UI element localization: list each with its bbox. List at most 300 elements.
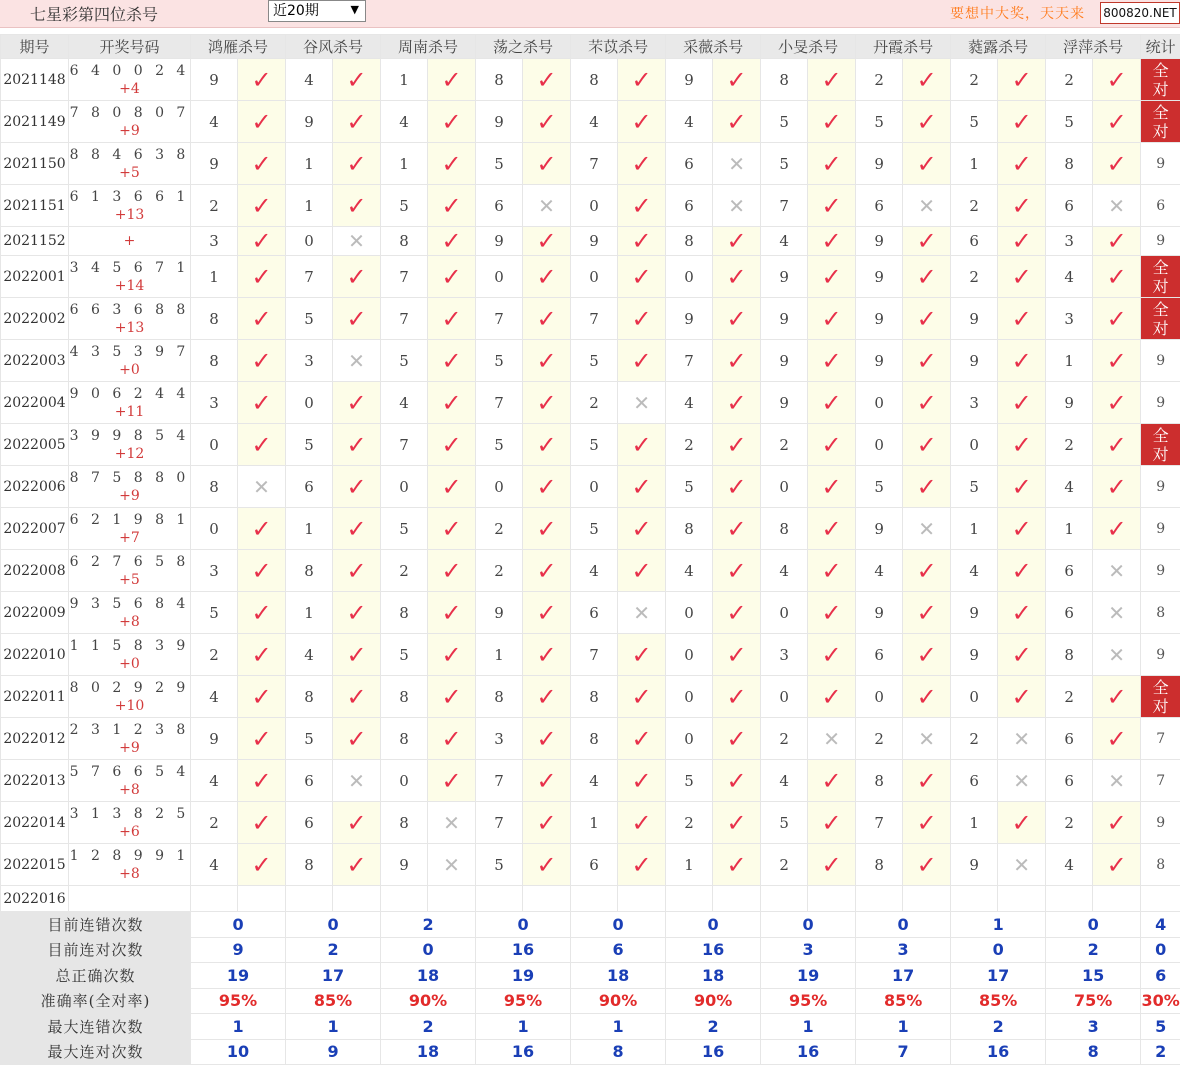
check-icon: ✓ — [917, 683, 937, 711]
result-cell — [238, 340, 286, 382]
kill-number-cell: 2 — [951, 718, 998, 760]
check-icon: ✓ — [727, 767, 747, 795]
check-icon: ✓ — [727, 683, 747, 711]
summary-value: 19 — [476, 963, 571, 989]
result-cell — [1093, 676, 1141, 718]
result-cell — [1093, 101, 1141, 143]
summary-row — [1, 937, 1180, 963]
caret-down-icon: ▼ — [351, 0, 359, 20]
stat-cell: 全对 — [1141, 256, 1180, 298]
check-icon: ✓ — [537, 66, 557, 94]
kill-number-cell: 4 — [571, 760, 618, 802]
result-cell — [333, 802, 381, 844]
period-cell: 2021152 — [1, 227, 69, 256]
result-cell — [428, 340, 476, 382]
kill-number-cell: 4 — [191, 101, 238, 143]
table-row — [1, 227, 1180, 256]
kill-number-cell: 2 — [381, 550, 428, 592]
result-cell — [1093, 59, 1141, 101]
kill-number-cell: 0 — [666, 592, 713, 634]
check-icon: ✓ — [346, 725, 366, 753]
check-icon: ✓ — [822, 431, 842, 459]
check-icon: ✓ — [251, 192, 271, 220]
kill-number-cell: 6 — [286, 802, 333, 844]
draw-cell — [69, 676, 191, 718]
summary-value: 2 — [381, 1014, 476, 1040]
kill-number-cell: 2 — [191, 802, 238, 844]
summary-value: 2 — [951, 1014, 1046, 1040]
kill-number-cell: 6 — [666, 143, 713, 185]
kill-number-cell: 4 — [381, 382, 428, 424]
check-icon: ✓ — [727, 108, 747, 136]
check-icon: ✓ — [917, 263, 937, 291]
kill-number-cell: 6 — [1046, 718, 1093, 760]
result-cell — [998, 382, 1046, 424]
summary-value: 17 — [951, 963, 1046, 989]
period-cell: 2021150 — [1, 143, 69, 185]
result-cell — [998, 256, 1046, 298]
summary-value: 0 — [191, 912, 286, 938]
kill-number-cell: 6 — [571, 844, 618, 886]
check-icon: ✓ — [1012, 389, 1032, 417]
period-cell: 2022014 — [1, 802, 69, 844]
kill-number-cell: 6 — [856, 634, 903, 676]
result-cell — [618, 466, 666, 508]
check-icon: ✓ — [346, 389, 366, 417]
summary-value: 1 — [286, 1014, 381, 1040]
check-icon: ✓ — [251, 347, 271, 375]
kill-number-cell: 9 — [951, 298, 998, 340]
draw-bonus: +4 — [69, 80, 190, 98]
summary-value: 2 — [286, 937, 381, 963]
cross-icon: ✕ — [1108, 601, 1125, 625]
draw-bonus: +10 — [69, 697, 190, 715]
result-cell — [618, 718, 666, 760]
result-cell — [713, 340, 761, 382]
check-icon: ✓ — [251, 150, 271, 178]
draw-cell — [69, 844, 191, 886]
result-cell — [713, 143, 761, 185]
summary-value: 1 — [191, 1014, 286, 1040]
current-kill-number: 6 — [286, 886, 333, 912]
check-icon: ✓ — [346, 557, 366, 585]
result-cell — [903, 844, 951, 886]
result-cell — [998, 466, 1046, 508]
stat-cell: 8 — [1141, 592, 1180, 634]
current-kill-spacer — [238, 886, 286, 912]
check-icon: ✓ — [727, 389, 747, 417]
kill-number-cell: 8 — [571, 718, 618, 760]
current-kill-spacer — [1093, 886, 1141, 912]
kill-number-cell: 5 — [666, 466, 713, 508]
kill-number-cell: 3 — [191, 382, 238, 424]
draw-bonus: +9 — [69, 487, 190, 505]
kill-number-cell: 4 — [1046, 844, 1093, 886]
kill-number-cell: 4 — [286, 634, 333, 676]
top-bar — [0, 0, 1180, 28]
kill-number-cell: 7 — [381, 298, 428, 340]
summary-row — [1, 963, 1180, 989]
result-cell — [428, 508, 476, 550]
kill-number-cell: 9 — [951, 844, 998, 886]
check-icon: ✓ — [1107, 683, 1127, 711]
result-cell — [428, 466, 476, 508]
draw-cell — [69, 634, 191, 676]
check-icon: ✓ — [822, 227, 842, 255]
check-icon: ✓ — [632, 557, 652, 585]
draw-numbers: 8 7 5 8 8 0 — [69, 469, 190, 487]
result-cell — [238, 844, 286, 886]
draw-bonus: +0 — [69, 361, 190, 379]
draw-numbers: 1 2 8 9 9 1 — [69, 847, 190, 865]
check-icon: ✓ — [537, 389, 557, 417]
stat-cell: 9 — [1141, 634, 1180, 676]
summary-stat: 0 — [1141, 937, 1180, 963]
cross-icon: ✕ — [1013, 769, 1030, 793]
check-icon: ✓ — [822, 150, 842, 178]
summary-value: 0 — [286, 912, 381, 938]
kill-number-cell: 4 — [191, 676, 238, 718]
result-cell — [523, 424, 571, 466]
current-kill-spacer — [428, 886, 476, 912]
result-cell — [333, 844, 381, 886]
result-cell — [998, 143, 1046, 185]
summary-row — [1, 912, 1180, 938]
check-icon: ✓ — [441, 347, 461, 375]
draw-cell — [69, 101, 191, 143]
check-icon: ✓ — [251, 809, 271, 837]
check-icon: ✓ — [346, 150, 366, 178]
current-kill-number: 1 — [951, 886, 998, 912]
check-icon: ✓ — [822, 851, 842, 879]
summary-value: 95% — [476, 988, 571, 1014]
check-icon: ✓ — [441, 227, 461, 255]
kill-number-cell: 6 — [286, 760, 333, 802]
result-cell — [808, 718, 856, 760]
check-icon: ✓ — [346, 305, 366, 333]
check-icon: ✓ — [537, 767, 557, 795]
kill-number-cell: 5 — [761, 802, 808, 844]
draw-cell — [69, 592, 191, 634]
summary-value: 3 — [856, 937, 951, 963]
summary-value: 1 — [951, 912, 1046, 938]
result-cell — [523, 340, 571, 382]
period-cell: 2022015 — [1, 844, 69, 886]
result-cell — [998, 802, 1046, 844]
current-kill-spacer — [523, 886, 571, 912]
period-cell: 2022004 — [1, 382, 69, 424]
period-cell: 2022008 — [1, 550, 69, 592]
cross-icon: ✕ — [728, 194, 745, 218]
col-stat-header: 统计 — [1141, 35, 1180, 59]
summary-value: 16 — [761, 1039, 856, 1065]
kill-number-cell: 9 — [951, 592, 998, 634]
check-icon: ✓ — [346, 683, 366, 711]
check-icon: ✓ — [1107, 347, 1127, 375]
kill-number-cell: 5 — [1046, 101, 1093, 143]
kill-number-cell: 2 — [571, 382, 618, 424]
kill-number-cell: 9 — [571, 227, 618, 256]
table-row — [1, 424, 1180, 466]
summary-value: 2 — [666, 1014, 761, 1040]
summary-value: 10 — [191, 1039, 286, 1065]
draw-bonus: +7 — [69, 529, 190, 547]
result-cell — [428, 802, 476, 844]
summary-value: 9 — [286, 1039, 381, 1065]
check-icon: ✓ — [537, 641, 557, 669]
check-icon: ✓ — [917, 305, 937, 333]
result-cell — [618, 185, 666, 227]
draw-bonus: +5 — [69, 571, 190, 589]
kill-number-cell: 1 — [286, 143, 333, 185]
result-cell — [238, 718, 286, 760]
col-expert-header: 采薇杀号 — [666, 35, 761, 59]
kill-number-cell: 5 — [951, 101, 998, 143]
check-icon: ✓ — [1107, 851, 1127, 879]
check-icon: ✓ — [822, 557, 842, 585]
result-cell — [523, 382, 571, 424]
result-cell — [428, 227, 476, 256]
check-icon: ✓ — [537, 725, 557, 753]
kill-number-cell: 0 — [191, 508, 238, 550]
stat-cell: 全对 — [1141, 101, 1180, 143]
kill-number-cell: 5 — [761, 143, 808, 185]
result-cell — [998, 59, 1046, 101]
check-icon: ✓ — [537, 431, 557, 459]
kill-number-cell: 5 — [381, 508, 428, 550]
summary-value: 18 — [381, 1039, 476, 1065]
summary-value: 19 — [761, 963, 856, 989]
draw-cell — [69, 59, 191, 101]
check-icon: ✓ — [251, 641, 271, 669]
summary-value: 16 — [476, 1039, 571, 1065]
result-cell — [903, 802, 951, 844]
cross-icon: ✕ — [253, 475, 270, 499]
kill-number-cell: 7 — [761, 185, 808, 227]
check-icon: ✓ — [441, 305, 461, 333]
kill-number-cell: 9 — [856, 298, 903, 340]
kill-number-cell: 8 — [381, 676, 428, 718]
result-cell — [618, 256, 666, 298]
draw-cell — [69, 424, 191, 466]
result-cell — [713, 718, 761, 760]
site-badge[interactable]: 800820.NET — [1100, 2, 1180, 24]
check-icon: ✓ — [727, 431, 747, 459]
check-icon: ✓ — [632, 431, 652, 459]
check-icon: ✓ — [632, 150, 652, 178]
kill-number-cell: 9 — [666, 298, 713, 340]
kill-number-cell: 2 — [1046, 59, 1093, 101]
summary-value: 0 — [476, 912, 571, 938]
result-cell — [713, 59, 761, 101]
check-icon: ✓ — [1107, 809, 1127, 837]
result-cell — [1093, 592, 1141, 634]
check-icon: ✓ — [1012, 557, 1032, 585]
result-cell — [238, 676, 286, 718]
cross-icon: ✕ — [538, 194, 555, 218]
current-period-row — [1, 886, 1180, 912]
current-kill-number: 1 — [191, 886, 238, 912]
result-cell — [428, 256, 476, 298]
check-icon: ✓ — [917, 599, 937, 627]
check-icon: ✓ — [822, 389, 842, 417]
summary-value: 9 — [191, 937, 286, 963]
current-kill-number: 3 — [856, 886, 903, 912]
kill-number-cell: 8 — [761, 59, 808, 101]
result-cell — [618, 59, 666, 101]
current-period-cell: 2022016 — [1, 886, 69, 912]
result-cell — [1093, 718, 1141, 760]
kill-number-cell: 2 — [666, 802, 713, 844]
check-icon: ✓ — [822, 809, 842, 837]
kill-number-cell: 8 — [476, 676, 523, 718]
result-cell — [1093, 550, 1141, 592]
result-cell — [713, 298, 761, 340]
check-icon: ✓ — [917, 150, 937, 178]
kill-number-cell: 8 — [381, 802, 428, 844]
col-draw-header: 开奖号码 — [69, 35, 191, 59]
result-cell — [903, 676, 951, 718]
summary-value: 0 — [381, 937, 476, 963]
kill-number-cell: 9 — [761, 340, 808, 382]
kill-number-cell: 5 — [191, 592, 238, 634]
check-icon: ✓ — [632, 347, 652, 375]
check-icon: ✓ — [727, 725, 747, 753]
kill-number-cell: 8 — [571, 676, 618, 718]
result-cell — [618, 760, 666, 802]
kill-number-cell: 1 — [951, 508, 998, 550]
result-cell — [238, 382, 286, 424]
summary-value: 1 — [761, 1014, 856, 1040]
kill-number-cell: 7 — [476, 802, 523, 844]
kill-number-cell: 1 — [476, 634, 523, 676]
kill-number-cell: 8 — [476, 59, 523, 101]
check-icon: ✓ — [1107, 389, 1127, 417]
check-icon: ✓ — [1107, 66, 1127, 94]
result-cell — [1093, 185, 1141, 227]
kill-number-cell: 8 — [286, 550, 333, 592]
summary-value: 85% — [856, 988, 951, 1014]
kill-number-cell: 4 — [761, 227, 808, 256]
summary-value: 2 — [381, 912, 476, 938]
current-kill-number: 6 — [666, 886, 713, 912]
period-range-select[interactable] — [268, 0, 366, 22]
cross-icon: ✕ — [1108, 194, 1125, 218]
result-cell — [238, 424, 286, 466]
summary-value: 0 — [666, 912, 761, 938]
cross-icon: ✕ — [443, 853, 460, 877]
kill-number-cell: 3 — [1046, 298, 1093, 340]
period-cell: 2022009 — [1, 592, 69, 634]
current-stat-cell — [1141, 886, 1180, 912]
check-icon: ✓ — [1107, 305, 1127, 333]
check-icon: ✓ — [251, 515, 271, 543]
result-cell — [713, 382, 761, 424]
cross-icon: ✕ — [918, 517, 935, 541]
result-cell — [333, 59, 381, 101]
col-expert-header: 浮萍杀号 — [1046, 35, 1141, 59]
result-cell — [428, 592, 476, 634]
check-icon: ✓ — [632, 108, 652, 136]
kill-number-cell: 2 — [191, 185, 238, 227]
draw-numbers: 4 3 5 3 9 7 — [69, 343, 190, 361]
result-cell — [523, 760, 571, 802]
result-cell — [333, 185, 381, 227]
result-cell — [903, 185, 951, 227]
summary-value: 16 — [666, 1039, 761, 1065]
summary-value: 18 — [571, 963, 666, 989]
summary-value: 1 — [856, 1014, 951, 1040]
cross-icon: ✕ — [633, 391, 650, 415]
summary-value: 90% — [381, 988, 476, 1014]
cross-icon: ✕ — [1108, 559, 1125, 583]
current-kill-spacer — [333, 886, 381, 912]
kill-number-cell: 2 — [191, 634, 238, 676]
draw-cell — [69, 508, 191, 550]
cross-icon: ✕ — [348, 229, 365, 253]
cross-icon: ✕ — [1108, 643, 1125, 667]
table-row — [1, 185, 1180, 227]
result-cell — [1093, 508, 1141, 550]
kill-number-cell: 7 — [666, 340, 713, 382]
check-icon: ✓ — [632, 227, 652, 255]
kill-number-cell: 6 — [666, 185, 713, 227]
kill-number-cell: 0 — [761, 592, 808, 634]
kill-number-cell: 8 — [1046, 634, 1093, 676]
check-icon: ✓ — [822, 641, 842, 669]
check-icon: ✓ — [346, 108, 366, 136]
draw-bonus: +9 — [69, 739, 190, 757]
draw-numbers: 6 1 3 6 6 1 — [69, 188, 190, 206]
kill-number-cell: 0 — [761, 676, 808, 718]
summary-value: 90% — [571, 988, 666, 1014]
check-icon: ✓ — [346, 851, 366, 879]
kill-number-cell: 9 — [191, 143, 238, 185]
result-cell — [618, 227, 666, 256]
result-cell — [618, 802, 666, 844]
kill-number-cell: 9 — [191, 718, 238, 760]
check-icon: ✓ — [632, 809, 652, 837]
cross-icon: ✕ — [348, 349, 365, 373]
check-icon: ✓ — [632, 192, 652, 220]
kill-number-cell: 9 — [191, 59, 238, 101]
draw-numbers: 8 0 2 9 2 9 — [69, 679, 190, 697]
check-icon: ✓ — [346, 192, 366, 220]
kill-number-cell: 6 — [286, 466, 333, 508]
col-expert-header: 荡之杀号 — [476, 35, 571, 59]
check-icon: ✓ — [251, 725, 271, 753]
result-cell — [428, 844, 476, 886]
check-icon: ✓ — [537, 150, 557, 178]
kill-number-cell: 9 — [1046, 382, 1093, 424]
current-kill-label: 当前期杀号 — [69, 886, 191, 912]
table-row — [1, 466, 1180, 508]
kill-number-cell: 6 — [1046, 592, 1093, 634]
col-expert-header: 鸿雁杀号 — [191, 35, 286, 59]
check-icon: ✓ — [1012, 431, 1032, 459]
result-cell — [713, 466, 761, 508]
result-cell — [618, 101, 666, 143]
kill-number-cell: 9 — [951, 340, 998, 382]
col-expert-header: 丹霞杀号 — [856, 35, 951, 59]
check-icon: ✓ — [822, 767, 842, 795]
result-cell — [618, 340, 666, 382]
result-cell — [998, 676, 1046, 718]
result-cell — [523, 101, 571, 143]
result-cell — [808, 592, 856, 634]
current-kill-number: 3 — [476, 886, 523, 912]
current-kill-number: 3 — [761, 886, 808, 912]
